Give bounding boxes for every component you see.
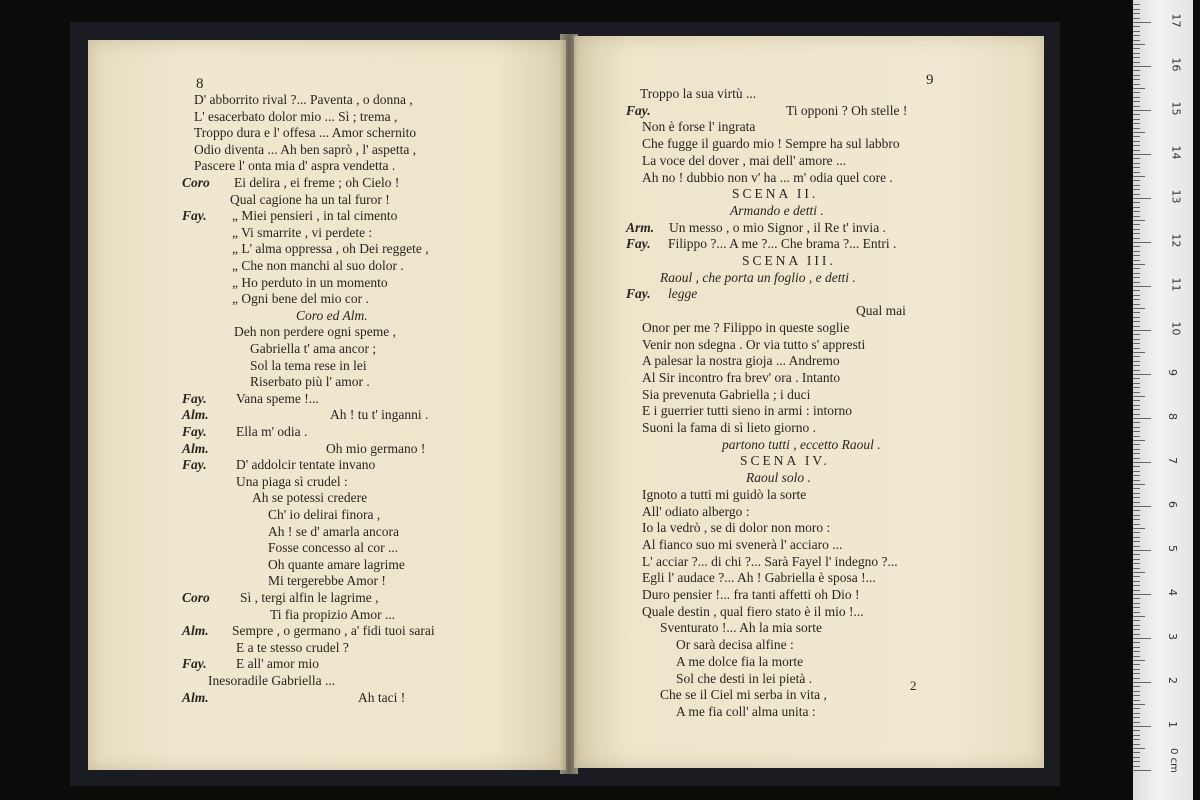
verse-line: Pascere l' onta mia d' aspra vendetta . bbox=[194, 158, 396, 174]
ruler-tick bbox=[1133, 92, 1140, 93]
ruler-tick bbox=[1133, 744, 1140, 745]
ruler-tick bbox=[1133, 444, 1140, 445]
ruler-tick bbox=[1133, 607, 1140, 608]
verse-line: Ah ! tu t' inganni . bbox=[330, 407, 429, 423]
verse-line: La voce del dover , mai dell' amore ... bbox=[642, 152, 847, 168]
ruler-tick bbox=[1133, 638, 1151, 639]
verse-line: Oh quante amare lagrime bbox=[268, 556, 405, 572]
verse-line: D' abborrito rival ?... Paventa , o donna , bbox=[194, 92, 413, 107]
ruler-tick bbox=[1133, 70, 1140, 71]
verse-line: Deh non perdere ogni speme , bbox=[234, 324, 396, 340]
ruler-tick bbox=[1133, 202, 1140, 203]
ruler-tick bbox=[1133, 53, 1140, 54]
ruler-label: 3 bbox=[1166, 633, 1179, 640]
ruler-tick bbox=[1133, 409, 1140, 410]
ruler-tick bbox=[1133, 220, 1145, 221]
speaker-label: Alm. bbox=[182, 623, 209, 639]
ruler-tick bbox=[1133, 493, 1140, 494]
ruler-tick bbox=[1133, 343, 1140, 344]
ruler-tick bbox=[1133, 559, 1140, 560]
ruler-tick bbox=[1133, 26, 1140, 27]
verse-line: Mi tergerebbe Amor ! bbox=[268, 573, 386, 589]
ruler-tick bbox=[1133, 277, 1140, 278]
verse-line: Ti fia propizio Amor ... bbox=[270, 606, 396, 622]
verse-line: „ L' alma oppressa , oh Dei reggete , bbox=[232, 241, 429, 257]
scene-heading: SCENA IV. bbox=[740, 453, 830, 469]
ruler-tick bbox=[1133, 326, 1140, 327]
ruler-tick bbox=[1133, 708, 1140, 709]
ruler-tick bbox=[1133, 44, 1145, 45]
ruler-tick bbox=[1133, 510, 1140, 511]
ruler-tick bbox=[1133, 629, 1140, 630]
ruler-tick bbox=[1133, 365, 1140, 366]
ruler-tick bbox=[1133, 370, 1140, 371]
verse-line: Ei delira , ei freme ; oh Cielo ! bbox=[234, 175, 400, 190]
verse-line: E all' amor mio bbox=[236, 656, 320, 672]
speaker-label: Fay. bbox=[626, 236, 651, 252]
ruler-tick bbox=[1133, 642, 1140, 643]
ruler-tick bbox=[1133, 563, 1140, 564]
ruler-tick bbox=[1133, 722, 1140, 723]
ruler-tick bbox=[1133, 660, 1145, 661]
speaker-label: Fay. bbox=[182, 424, 207, 439]
ruler-tick bbox=[1133, 673, 1140, 674]
verse-line: Sventurato !... Ah la mia sorte bbox=[660, 620, 822, 636]
ruler-tick bbox=[1133, 713, 1140, 714]
ruler-tick bbox=[1133, 110, 1151, 111]
ruler-tick bbox=[1133, 717, 1140, 718]
verse-line: Armando e detti . bbox=[730, 202, 824, 218]
ruler-tick bbox=[1133, 634, 1140, 635]
ruler-tick bbox=[1133, 163, 1140, 164]
ruler-tick bbox=[1133, 282, 1140, 283]
ruler-tick bbox=[1133, 700, 1140, 701]
ruler-tick bbox=[1133, 132, 1145, 133]
scene-heading: SCENA II. bbox=[732, 186, 819, 202]
ruler-tick bbox=[1133, 361, 1140, 362]
verse-line: Vana speme !... bbox=[236, 390, 319, 406]
verse-line: Duro pensier !... fra tanti affetti oh Dio ! bbox=[642, 587, 860, 602]
ruler-tick bbox=[1133, 726, 1151, 727]
ruler-tick bbox=[1133, 176, 1145, 177]
ruler-tick bbox=[1133, 647, 1140, 648]
verse-line: „ Vi smarrite , vi perdete : bbox=[232, 224, 373, 240]
ruler-tick bbox=[1133, 123, 1140, 124]
speaker-label: Arm. bbox=[626, 219, 655, 235]
ruler-tick bbox=[1133, 502, 1140, 503]
ruler-tick bbox=[1133, 185, 1140, 186]
verse-line: Non è forse l' ingrata bbox=[642, 119, 756, 135]
verse-line: A palesar la nostra gioja ... Andremo bbox=[642, 353, 840, 369]
ruler-label: 16 bbox=[1169, 57, 1183, 72]
ruler-label: 15 bbox=[1169, 101, 1183, 116]
ruler-label: 1 bbox=[1166, 721, 1179, 728]
ruler-tick bbox=[1133, 295, 1140, 296]
measuring-ruler bbox=[1133, 0, 1193, 800]
verse-line: Al Sir incontro fra brev' ora . Intanto bbox=[642, 369, 841, 385]
ruler-tick bbox=[1133, 414, 1140, 415]
verse-line: Io la vedrò , se di dolor non moro : bbox=[642, 520, 831, 536]
ruler-tick bbox=[1133, 572, 1145, 573]
verse-line: Sia prevenuta Gabriella ; i duci bbox=[642, 386, 811, 402]
ruler-tick bbox=[1133, 308, 1145, 309]
ruler-tick bbox=[1133, 79, 1140, 80]
verse-line: Ti opponi ? Oh stelle ! bbox=[786, 102, 908, 118]
ruler-tick bbox=[1133, 180, 1140, 181]
left-page-number: 8 bbox=[196, 76, 204, 92]
verse-line: Un messo , o mio Signor , il Re t' invia . bbox=[669, 219, 886, 235]
ruler-tick bbox=[1133, 356, 1140, 357]
ruler-tick bbox=[1133, 581, 1140, 582]
ruler-tick bbox=[1133, 48, 1140, 49]
ruler-tick bbox=[1133, 141, 1140, 142]
ruler-tick bbox=[1133, 238, 1140, 239]
ruler-tick bbox=[1133, 752, 1140, 753]
verse-line: Che se il Ciel mi serba in vita , bbox=[660, 687, 827, 703]
speaker-label: Fay. bbox=[182, 208, 207, 224]
verse-line: Raoul solo . bbox=[746, 470, 811, 486]
verse-line: All' odiato albergo : bbox=[642, 503, 750, 519]
ruler-tick bbox=[1133, 546, 1140, 547]
ruler-label: 0 cm bbox=[1167, 748, 1179, 773]
ruler-tick bbox=[1133, 387, 1140, 388]
ruler-tick bbox=[1133, 194, 1140, 195]
ruler-tick bbox=[1133, 334, 1140, 335]
ruler-tick bbox=[1133, 18, 1140, 19]
verse-line: „ Ho perduto in un momento bbox=[232, 274, 388, 290]
verse-line: Troppo la sua virtù ... bbox=[640, 86, 757, 101]
ruler-label: 10 bbox=[1169, 321, 1183, 336]
ruler-tick bbox=[1133, 233, 1140, 234]
verse-line: Ch' io delirai finora , bbox=[268, 507, 381, 522]
ruler-tick bbox=[1133, 154, 1151, 155]
verse-line: D' addolcir tentate invano bbox=[236, 457, 376, 473]
ruler-tick bbox=[1133, 321, 1140, 322]
ruler-tick bbox=[1133, 22, 1151, 23]
speaker-label: Alm. bbox=[182, 407, 209, 423]
ruler-tick bbox=[1133, 40, 1140, 41]
ruler-tick bbox=[1133, 664, 1140, 665]
verse-line: „ Ogni bene del mio cor . bbox=[232, 291, 369, 307]
verse-line: Qual cagione ha un tal furor ! bbox=[230, 191, 390, 207]
verse-line: Ah ! se d' amarla ancora bbox=[268, 523, 399, 539]
ruler-tick bbox=[1133, 471, 1140, 472]
ruler-tick bbox=[1133, 255, 1140, 256]
speaker-label: Coro bbox=[182, 175, 210, 190]
ruler-tick bbox=[1133, 286, 1151, 287]
ruler-tick bbox=[1133, 114, 1140, 115]
ruler-tick bbox=[1133, 189, 1140, 190]
ruler-tick bbox=[1133, 66, 1151, 67]
speaker-label: Alm. bbox=[182, 440, 209, 456]
verse-line: Ignoto a tutti mi guidò la sorte bbox=[642, 486, 807, 502]
verse-line: partono tutti , eccetto Raoul . bbox=[722, 436, 881, 452]
ruler-tick bbox=[1133, 488, 1140, 489]
verse-line: Sol che desti in lei pietà . bbox=[676, 670, 813, 686]
ruler-tick bbox=[1133, 9, 1140, 10]
ruler-tick bbox=[1133, 378, 1140, 379]
ruler-tick bbox=[1133, 150, 1140, 151]
verse-line: A me dolce fia la morte bbox=[676, 653, 804, 669]
speaker-label: Coro bbox=[182, 590, 210, 605]
verse-line: Fosse concesso al cor ... bbox=[268, 540, 399, 556]
speaker-label: Fay. bbox=[626, 102, 651, 118]
ruler-tick bbox=[1133, 119, 1140, 120]
ruler-tick bbox=[1133, 317, 1140, 318]
verse-line: Egli l' audace ?... Ah ! Gabriella è sposa !... bbox=[642, 570, 876, 586]
ruler-tick bbox=[1133, 62, 1140, 63]
verse-line: E a te stesso crudel ? bbox=[236, 639, 349, 655]
ruler-tick bbox=[1133, 246, 1140, 247]
ruler-tick bbox=[1133, 598, 1140, 599]
ruler-tick bbox=[1133, 242, 1151, 243]
ruler-tick bbox=[1133, 532, 1140, 533]
ruler-tick bbox=[1133, 101, 1140, 102]
ruler-tick bbox=[1133, 735, 1140, 736]
ruler-tick bbox=[1133, 440, 1145, 441]
ruler-tick bbox=[1133, 35, 1140, 36]
verse-line: L' acciar ?... di chi ?... Sarà Fayel l' indegno ?... bbox=[642, 553, 898, 569]
scene-heading: SCENA III. bbox=[742, 253, 836, 268]
ruler-tick bbox=[1133, 106, 1140, 107]
verse-line: legge bbox=[668, 286, 698, 302]
ruler-tick bbox=[1133, 172, 1140, 173]
verse-line: Ella m' odia . bbox=[236, 424, 308, 439]
verse-line: Filippo ?... A me ?... Che brama ?... Entri . bbox=[668, 236, 897, 252]
ruler-tick bbox=[1133, 31, 1140, 32]
ruler-tick bbox=[1133, 537, 1140, 538]
verse-line: Venir non sdegna . Or via tutto s' appresti bbox=[642, 336, 866, 352]
ruler-tick bbox=[1133, 431, 1140, 432]
ruler-tick bbox=[1133, 625, 1140, 626]
ruler-tick bbox=[1133, 422, 1140, 423]
ruler-tick bbox=[1133, 656, 1140, 657]
ruler-tick bbox=[1133, 304, 1140, 305]
ruler-tick bbox=[1133, 453, 1140, 454]
ruler-tick bbox=[1133, 198, 1151, 199]
ruler-tick bbox=[1133, 128, 1140, 129]
verse-line: Una piaga sì crudel : bbox=[236, 473, 348, 489]
speaker-label: Alm. bbox=[182, 689, 209, 705]
ruler-tick bbox=[1133, 136, 1140, 137]
ruler-label: 6 bbox=[1166, 501, 1179, 508]
ruler-tick bbox=[1133, 462, 1151, 463]
speaker-label: Fay. bbox=[626, 286, 651, 302]
ruler-tick bbox=[1133, 312, 1140, 313]
ruler-tick bbox=[1133, 682, 1151, 683]
ruler-tick bbox=[1133, 612, 1140, 613]
verse-line: Che fugge il guardo mio ! Sempre ha sul labbro bbox=[642, 136, 900, 152]
ruler-tick bbox=[1133, 730, 1140, 731]
ruler-tick bbox=[1133, 585, 1140, 586]
ruler-label: 4 bbox=[1166, 589, 1179, 596]
ruler-label: 8 bbox=[1166, 413, 1179, 420]
verse-line: „ Che non manchi al suo dolor . bbox=[232, 258, 404, 273]
verse-line: Ah taci ! bbox=[358, 689, 406, 705]
ruler-tick bbox=[1133, 480, 1140, 481]
ruler-tick bbox=[1133, 568, 1140, 569]
ruler-tick bbox=[1133, 348, 1140, 349]
ruler-tick bbox=[1133, 88, 1145, 89]
ruler-tick bbox=[1133, 761, 1140, 762]
ruler-label: 11 bbox=[1169, 277, 1183, 292]
verse-line: Qual mai bbox=[856, 303, 906, 319]
verse-line: „ Miei pensieri , in tal cimento bbox=[232, 208, 398, 224]
ruler-tick bbox=[1133, 436, 1140, 437]
ruler-tick bbox=[1133, 400, 1140, 401]
verse-line: Sempre , o germano , a' fidi tuoi sarai bbox=[232, 623, 435, 639]
ruler-tick bbox=[1133, 299, 1140, 300]
verse-line: E i guerrier tutti sieno in armi : intorno bbox=[642, 403, 852, 419]
verse-line: Onor per me ? Filippo in queste soglie bbox=[642, 319, 850, 335]
ruler-tick bbox=[1133, 515, 1140, 516]
ruler-tick bbox=[1133, 748, 1145, 749]
ruler-tick bbox=[1133, 475, 1140, 476]
ruler-tick bbox=[1133, 167, 1140, 168]
ruler-label: 12 bbox=[1169, 233, 1183, 248]
verse-line: Oh mio germano ! bbox=[326, 440, 426, 456]
verse-line: A me fia coll' alma unita : bbox=[676, 703, 816, 719]
ruler-tick bbox=[1133, 268, 1140, 269]
ruler-tick bbox=[1133, 678, 1140, 679]
ruler-tick bbox=[1133, 224, 1140, 225]
verse-line: Quale destin , qual fiero stato è il mio !... bbox=[642, 603, 864, 619]
ruler-label: 13 bbox=[1169, 189, 1183, 204]
ruler-tick bbox=[1133, 97, 1140, 98]
ruler-tick bbox=[1133, 374, 1151, 375]
ruler-tick bbox=[1133, 84, 1140, 85]
ruler-tick bbox=[1133, 576, 1140, 577]
ruler-tick bbox=[1133, 524, 1140, 525]
ruler-tick bbox=[1133, 651, 1140, 652]
ruler-tick bbox=[1133, 695, 1140, 696]
ruler-tick bbox=[1133, 484, 1145, 485]
speaker-label: Fay. bbox=[182, 457, 207, 473]
ruler-tick bbox=[1133, 704, 1145, 705]
ruler-tick bbox=[1133, 158, 1140, 159]
verse-line: L' esacerbato dolor mio ... Sì ; trema , bbox=[194, 108, 398, 124]
verse-line: Ah se potessi credere bbox=[252, 490, 368, 506]
ruler-tick bbox=[1133, 75, 1140, 76]
ruler-tick bbox=[1133, 216, 1140, 217]
ruler-label: 2 bbox=[1166, 677, 1179, 684]
verse-line: Al fianco suo mi svenerà l' acciaro ... bbox=[642, 536, 843, 552]
verse-line: Coro ed Alm. bbox=[296, 307, 368, 323]
ruler-label: 14 bbox=[1169, 145, 1183, 160]
ruler-tick bbox=[1133, 770, 1151, 771]
ruler-tick bbox=[1133, 550, 1151, 551]
verse-line: Riserbato più l' amor . bbox=[250, 374, 370, 390]
verse-line: Odio diventa ... Ah ben saprò , l' aspetta , bbox=[194, 141, 417, 157]
ruler-tick bbox=[1133, 330, 1151, 331]
ruler-label: 17 bbox=[1169, 13, 1183, 28]
ruler-tick bbox=[1133, 506, 1151, 507]
verse-line: Troppo dura e l' offesa ... Amor schernito bbox=[194, 125, 417, 141]
ruler-tick bbox=[1133, 620, 1140, 621]
ruler-tick bbox=[1133, 427, 1140, 428]
ruler-label: 7 bbox=[1166, 457, 1179, 464]
ruler-tick bbox=[1133, 352, 1145, 353]
verse-line: Raoul , che porta un foglio , e detti . bbox=[660, 269, 856, 285]
ruler-tick bbox=[1133, 264, 1145, 265]
ruler-tick bbox=[1133, 519, 1140, 520]
ruler-tick bbox=[1133, 590, 1140, 591]
ruler-tick bbox=[1133, 392, 1140, 393]
verse-line: Inesoradile Gabriella ... bbox=[208, 673, 336, 688]
verse-line: Or sarà decisa alfine : bbox=[676, 637, 794, 653]
ruler-tick bbox=[1133, 466, 1140, 467]
speaker-label: Fay. bbox=[182, 656, 207, 672]
speaker-label: Fay. bbox=[182, 390, 207, 406]
ruler-tick bbox=[1133, 251, 1140, 252]
ruler-tick bbox=[1133, 396, 1145, 397]
signature-mark: 2 bbox=[910, 678, 917, 693]
ruler-label: 9 bbox=[1166, 369, 1179, 376]
verse-line: Ah no ! dubbio non v' ha ... m' odia quel core . bbox=[642, 169, 893, 185]
ruler-tick bbox=[1133, 594, 1151, 595]
ruler-tick bbox=[1133, 669, 1140, 670]
ruler-tick bbox=[1133, 528, 1145, 529]
ruler-tick bbox=[1133, 4, 1140, 5]
ruler-tick bbox=[1133, 207, 1140, 208]
ruler-tick bbox=[1133, 739, 1140, 740]
book-gutter bbox=[560, 34, 578, 774]
ruler-tick bbox=[1133, 290, 1140, 291]
verse-line: Sì , tergi alfin le lagrime , bbox=[240, 590, 379, 605]
ruler-tick bbox=[1133, 766, 1140, 767]
ruler-tick bbox=[1133, 211, 1140, 212]
ruler-tick bbox=[1133, 273, 1140, 274]
verse-line: Gabriella t' ama ancor ; bbox=[250, 341, 377, 356]
ruler-tick bbox=[1133, 497, 1140, 498]
ruler-tick bbox=[1133, 458, 1140, 459]
ruler-tick bbox=[1133, 603, 1140, 604]
ruler-tick bbox=[1133, 260, 1140, 261]
ruler-tick bbox=[1133, 541, 1140, 542]
ruler-tick bbox=[1133, 383, 1140, 384]
ruler-tick bbox=[1133, 405, 1140, 406]
right-page-number: 9 bbox=[926, 72, 934, 88]
ruler-tick bbox=[1133, 691, 1140, 692]
ruler-tick bbox=[1133, 449, 1140, 450]
ruler-tick bbox=[1133, 145, 1140, 146]
ruler-tick bbox=[1133, 57, 1140, 58]
ruler-tick bbox=[1133, 229, 1140, 230]
ruler-tick bbox=[1133, 339, 1140, 340]
ruler-tick bbox=[1133, 13, 1140, 14]
ruler-tick bbox=[1133, 616, 1145, 617]
ruler-tick bbox=[1133, 554, 1140, 555]
verse-line: Sol la tema rese in lei bbox=[250, 357, 367, 373]
ruler-tick bbox=[1133, 686, 1140, 687]
ruler-tick bbox=[1133, 757, 1140, 758]
ruler-label: 5 bbox=[1166, 545, 1179, 552]
ruler-tick bbox=[1133, 418, 1151, 419]
verse-line: Suoni la fama di sì lieto giorno . bbox=[642, 420, 816, 435]
